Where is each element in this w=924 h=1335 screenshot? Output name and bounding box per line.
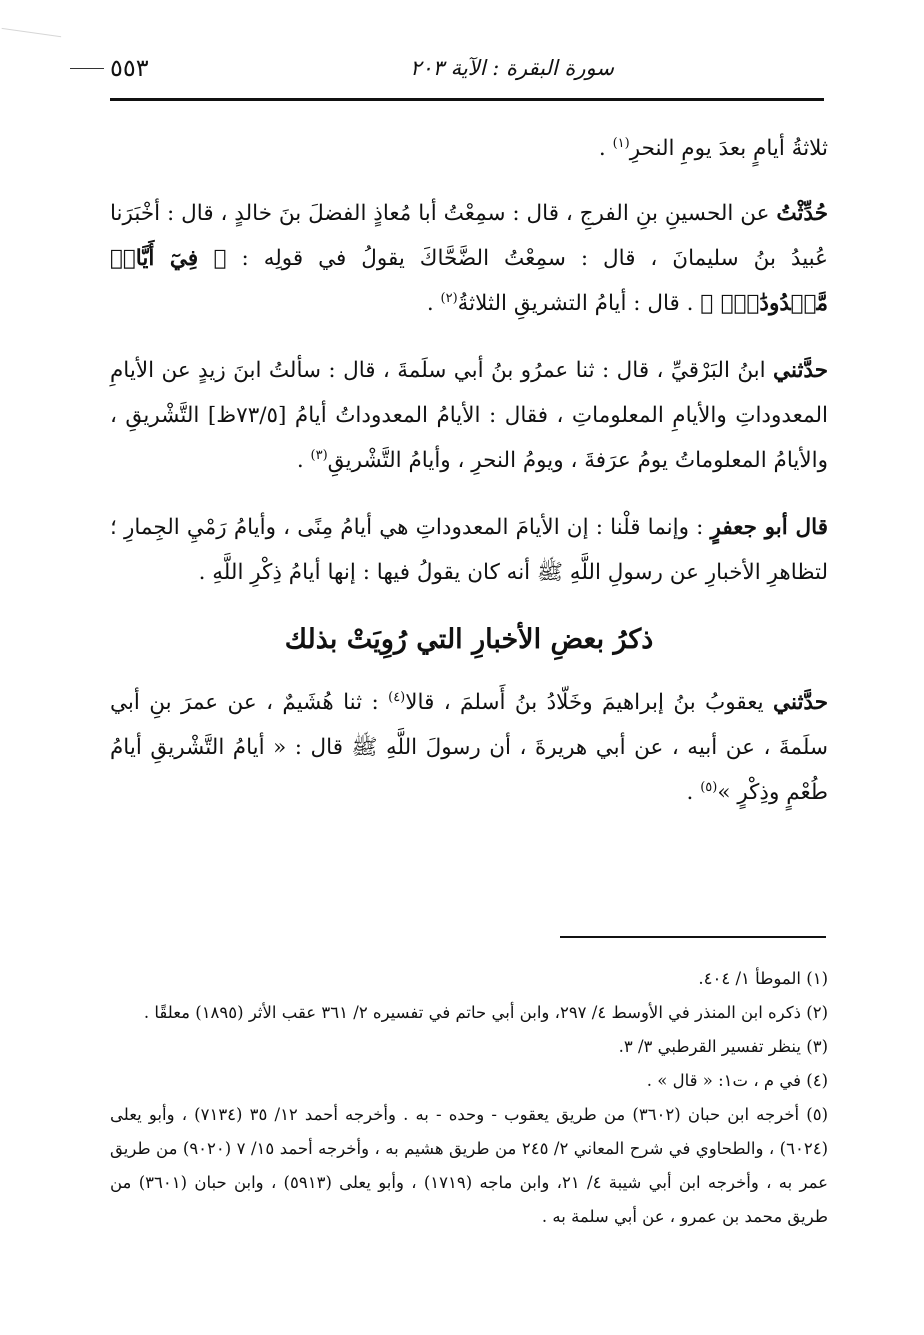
section-heading: ذكرُ بعضِ الأخبارِ التي رُوِيَتْ بذلك (284, 624, 654, 655)
paragraph-end: . (598, 136, 613, 161)
footnote-4: (٤) في م ، ت١: « قال » . (646, 1071, 828, 1090)
paragraph-end: . (426, 291, 441, 316)
footnote-ref-4: (٤) (388, 689, 406, 705)
footnote-5: (٥) أخرجه ابن حبان (٣٦٠٢) من طريق يعقوب - وحده - به . وأخرجه أحمد ١٢/ ٣٥ (٧١٣٤) ، وأبو يعلى (٦٠٢٤) ، والطحاوي في شرح المعاني ٢/ ٢٤٥ من طريق هشيم به ، وأخرجه أحمد ١٥/ ٧ (٩٠٢٠) من طريق عمر به ، وأخرجه ابن أبي شيبة ٤/ ٢١، وابن ماجه (١٧١٩) ، وأبو يعلى (٥٩١٣) ، وابن حبان (٣٦٠١) من طريق محمد بن عمرو ، عن أبي سلمة به . (110, 1105, 829, 1226)
footnote-ref-3: (٣) (310, 447, 328, 463)
footnote-3: (٣) ينظر تفسير القرطبي ٣/ ٣. (618, 1037, 828, 1056)
paragraph-text: يعقوبُ بنُ إبراهيمَ وخَلّادُ بنُ أَسلمَ ، قالا (405, 690, 774, 715)
header-rule (110, 98, 824, 101)
paragraph-1 (110, 126, 828, 171)
footnotes (110, 962, 828, 1234)
paragraph-4 (110, 505, 828, 595)
narration-lead: حُدِّثْتُ (776, 201, 828, 226)
paragraph-2 (110, 191, 828, 326)
footnote-2: (٢) ذكره ابن المنذر في الأوسط ٤/ ٢٩٧، وابن أبي حاتم في تفسيره ٢/ ٣٦١ عقب الأثر (١٨٩٥) معلقًا . (143, 1003, 828, 1022)
paragraph-text: ابنُ البَرْقيِّ ، قال : ثنا عمرُو بنُ أبي سلَمةَ ، قال : سألتُ ابنَ زيدٍ عن الأيامِ المعدوداتِ والأيامِ المعلوماتِ ، فقال : الأيامُ المعدوداتُ أيامُ [٧٣/٥ظ] التَّشْريقِ ، والأيامُ المعلوماتُ يومُ عرَفةَ ، ويومُ النحرِ ، وأيامُ التَّشْريقِ (110, 358, 828, 473)
footnote-separator (560, 936, 826, 938)
footnote-ref-2: (٢) (440, 290, 458, 306)
running-header (110, 48, 824, 94)
scan-edge-mark (0, 28, 61, 57)
paragraph-3 (110, 348, 828, 483)
page-number: ٥٥٣ (110, 54, 149, 82)
quran-quote: ﴿ فِيٓ أَيَّامٖ مَّعۡدُودَٰتٖۚ ﴾ (110, 246, 828, 316)
footnote-ref-5: (٥) (700, 779, 718, 795)
narration-lead: حدَّثني (773, 358, 828, 383)
footnote-1: (١) الموطأ ١/ ٤٠٤. (698, 969, 828, 988)
paragraph-text: : وإنما قلْنا : إن الأيامَ المعدوداتِ هي أيامُ مِنًى ، وأيامُ رَمْيِ الجِمارِ ؛ لتظاهرِ الأخبارِ عن رسولِ اللَّهِ ﷺ أنه كان يقولُ فيها : إنها أيامُ ذِكْرِ اللَّهِ . (110, 515, 828, 585)
paragraph-text-2: : ثنا هُشَيمٌ ، عن عمرَ بنِ أبي سلَمةَ ، عن أبيه ، عن أبي هريرةَ ، أن رسولَ اللَّهِ ﷺ قال : « أيامُ التَّشْريقِ أيامُ طُعْمٍ وذِكْرٍ » (110, 690, 828, 805)
paragraph-text-2: . قال : أيامُ التشريقِ الثلاثةُ (457, 291, 701, 316)
paragraph-text: ثلاثةُ أيامٍ بعدَ يومِ النحرِ (629, 136, 828, 161)
paragraph-text: عن الحسينِ بنِ الفرجِ ، قال : سمِعْتُ أبا مُعاذٍ الفضلَ بنَ خالدٍ ، قال : أخْبَرَنا عُبيدُ بنُ سليمانَ ، قال : سمِعْتُ الضَّحَّاكَ يقولُ في قولِه : (110, 201, 828, 271)
paragraph-end: . (686, 780, 701, 805)
paragraph-5 (110, 680, 828, 815)
main-text (110, 126, 828, 837)
header-title: سورة البقرة : الآية ٢٠٣ (410, 56, 614, 80)
footnote-ref-1: (١) (612, 135, 630, 151)
author-lead: قال أبو جعفرٍ (710, 515, 828, 540)
narration-lead: حدَّثني (773, 690, 828, 715)
paragraph-end: . (296, 448, 311, 473)
